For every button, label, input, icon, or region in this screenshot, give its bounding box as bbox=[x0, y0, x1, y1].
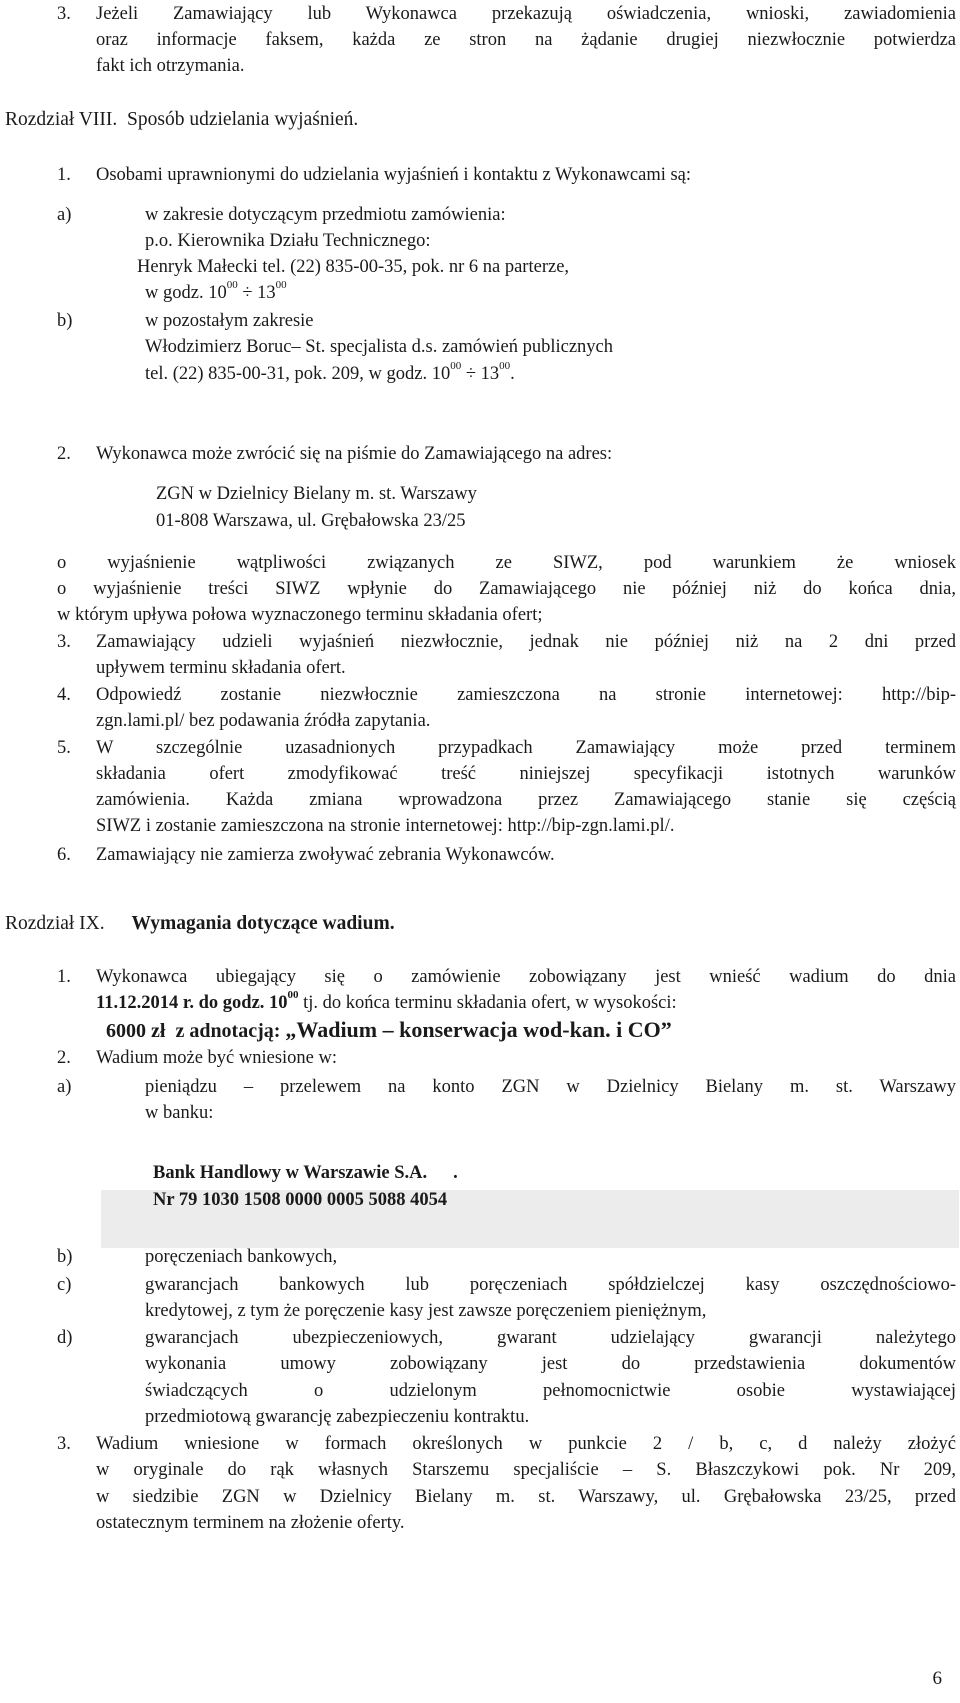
paragraph-line: gwarancjach bankowych lub poręczeniach spółdzielczej kasy oszczędnościowo- bbox=[145, 1275, 956, 1295]
paragraph-line: Osobami uprawnionymi do udzielania wyjaśnień i kontaktu z Wykonawcami są: bbox=[96, 165, 692, 185]
deadline-date: 11.12.2014 r. do godz. 10 bbox=[96, 993, 288, 1013]
page-number: 6 bbox=[932, 1668, 942, 1689]
item-number: 3. bbox=[57, 1434, 71, 1454]
paragraph-line: Jeżeli Zamawiający lub Wykonawca przekazują oświadczenia, wnioski, zawiadomienia bbox=[96, 4, 956, 24]
paragraph-line: w oryginale do rąk własnych Starszemu specjaliście – S. Błaszczykowi pok. Nr 209, bbox=[96, 1460, 956, 1480]
paragraph-line: poręczeniach bankowych, bbox=[145, 1247, 338, 1267]
chapter-heading bbox=[5, 913, 395, 935]
contact-person: Henryk Małecki tel. (22) 835-00-35, pok. nr 6 na parterze, bbox=[137, 257, 570, 277]
contact-hours bbox=[145, 279, 287, 304]
paragraph-line: przedmiotową gwarancję zabezpieczeniu kontraktu. bbox=[145, 1407, 530, 1427]
bank-name: Bank Handlowy w Warszawie S.A. bbox=[153, 1163, 428, 1183]
paragraph-line: w którym upływa połowa wyznaczonego terminu składania ofert; bbox=[57, 605, 543, 625]
list-letter: b) bbox=[57, 1247, 73, 1267]
paragraph-line: gwarancjach ubezpieczeniowych, gwarant udzielający gwarancji należytego bbox=[145, 1328, 956, 1348]
paragraph-line: upływem terminu składania ofert. bbox=[96, 658, 346, 678]
hours-text: . bbox=[510, 364, 515, 384]
paragraph-line: oraz informacje faksem, każda ze stron na żądanie drugiej niezwłocznie potwierdza bbox=[96, 30, 956, 50]
amount: 6000 zł bbox=[106, 1020, 166, 1042]
list-letter: c) bbox=[57, 1275, 72, 1295]
item-number: 3. bbox=[57, 4, 71, 24]
item-number: 2. bbox=[57, 1048, 71, 1068]
paragraph-line: w pozostałym zakresie bbox=[145, 311, 314, 331]
hours-text: ÷ 13 bbox=[461, 364, 500, 384]
hours-sup: 00 bbox=[450, 360, 462, 372]
paragraph-line: zgn.lami.pl/ bez podawania źródła zapytania. bbox=[96, 711, 431, 731]
contact-phone bbox=[145, 360, 515, 385]
paragraph-line: Odpowiedź zostanie niezwłocznie zamieszczona na stronie internetowej: http://bip- bbox=[96, 685, 956, 705]
paragraph-line: SIWZ i zostanie zamieszczona na stronie internetowej: http://bip-zgn.lami.pl/. bbox=[96, 816, 675, 836]
hours-sup: 00 bbox=[275, 279, 287, 291]
hours-sup: 00 bbox=[499, 360, 511, 372]
hours-text: w godz. 10 bbox=[145, 283, 227, 303]
paragraph-line: Wadium może być wniesione w: bbox=[96, 1048, 338, 1068]
hours-sup: 00 bbox=[226, 279, 238, 291]
chapter-heading bbox=[5, 109, 358, 131]
paragraph-line: w siedzibie ZGN w Dzielnicy Bielany m. st. Warszawy, ul. Grębałowska 23/25, przed bbox=[96, 1487, 956, 1507]
list-letter: d) bbox=[57, 1328, 73, 1348]
paragraph-line: Wykonawca może zwrócić się na piśmie do Zamawiającego na adres: bbox=[96, 444, 613, 464]
contact-person: Włodzimierz Boruc– St. specjalista d.s. zamówień publicznych bbox=[145, 337, 614, 357]
paragraph-line: składania ofert zmodyfikować treść niniejszej specyfikacji istotnych warunków bbox=[96, 764, 956, 784]
item-number: 2. bbox=[57, 444, 71, 464]
paragraph-line: w zakresie dotyczącym przedmiotu zamówienia: bbox=[145, 205, 506, 225]
paragraph-line: Wykonawca ubiegający się o zamówienie zobowiązany jest wnieść wadium do dnia bbox=[96, 967, 956, 987]
address-line: ZGN w Dzielnicy Bielany m. st. Warszawy bbox=[156, 484, 477, 504]
item-number: 1. bbox=[57, 967, 71, 987]
chapter-title: Wymagania dotyczące wadium. bbox=[131, 913, 395, 934]
deadline-sup: 00 bbox=[287, 989, 299, 1001]
item-number: 1. bbox=[57, 165, 71, 185]
deadline-rest: tj. do końca terminu składania ofert, w wysokości: bbox=[298, 993, 677, 1013]
chapter-label: Rozdział VIII. bbox=[5, 109, 118, 130]
paragraph-line: o wyjaśnienie wątpliwości związanych ze SIWZ, pod warunkiem że wniosek bbox=[57, 553, 956, 573]
paragraph-line: wykonania umowy zobowiązany jest do przedstawienia dokumentów bbox=[145, 1354, 956, 1374]
list-letter: a) bbox=[57, 1077, 72, 1097]
phone-text: tel. (22) 835-00-31, pok. 209, w godz. 10 bbox=[145, 364, 451, 384]
paragraph-line: Wadium wniesione w formach określonych w punkcie 2 / b, c, d należy złożyć bbox=[96, 1434, 956, 1454]
bank-name-line bbox=[153, 1162, 458, 1184]
paragraph-line: zamówienia. Każda zmiana wprowadzona przez Zamawiającego stanie się częścią bbox=[96, 790, 956, 810]
annotation-prefix: z adnotacją: bbox=[175, 1020, 281, 1042]
paragraph-line: Zamawiający nie zamierza zwoływać zebrania Wykonawców. bbox=[96, 845, 555, 865]
item-number: 6. bbox=[57, 845, 71, 865]
paragraph-line: o wyjaśnienie treści SIWZ wpłynie do Zamawiającego nie później niż do końca dnia, bbox=[57, 579, 956, 599]
list-letter: a) bbox=[57, 205, 72, 225]
deadline-line bbox=[96, 989, 677, 1014]
amount-line bbox=[106, 1019, 672, 1042]
bank-account: Nr 79 1030 1508 0000 0005 5088 4054 bbox=[153, 1190, 448, 1210]
paragraph-line: fakt ich otrzymania. bbox=[96, 56, 245, 76]
item-number: 5. bbox=[57, 738, 71, 758]
paragraph-line: kredytowej, z tym że poręczenie kasy jest zawsze poręczeniem pieniężnym, bbox=[145, 1301, 707, 1321]
paragraph-line: W szczególnie uzasadnionych przypadkach Zamawiający może przed terminem bbox=[96, 738, 956, 758]
annotation: „Wadium – konserwacja wod-kan. i CO” bbox=[285, 1017, 672, 1042]
item-number: 4. bbox=[57, 685, 71, 705]
chapter-title: Sposób udzielania wyjaśnień. bbox=[127, 109, 359, 130]
item-number: 3. bbox=[57, 632, 71, 652]
chapter-label: Rozdział IX. bbox=[5, 913, 105, 934]
contact-role: p.o. Kierownika Działu Technicznego: bbox=[145, 231, 431, 251]
paragraph-line: w banku: bbox=[145, 1103, 214, 1123]
paragraph-line: ostatecznym terminem na złożenie oferty. bbox=[96, 1513, 405, 1533]
hours-text: ÷ 13 bbox=[237, 283, 276, 303]
paragraph-line: świadczących o udzielonym pełnomocnictwie osobie wystawiającej bbox=[145, 1381, 956, 1401]
paragraph-line: pieniądzu – przelewem na konto ZGN w Dzielnicy Bielany m. st. Warszawy bbox=[145, 1077, 956, 1097]
paragraph-line: Zamawiający udzieli wyjaśnień niezwłocznie, jednak nie później niż na 2 dni przed bbox=[96, 632, 956, 652]
address-line: 01-808 Warszawa, ul. Grębałowska 23/25 bbox=[156, 511, 466, 531]
list-letter: b) bbox=[57, 311, 73, 331]
bank-dot: . bbox=[453, 1163, 458, 1183]
